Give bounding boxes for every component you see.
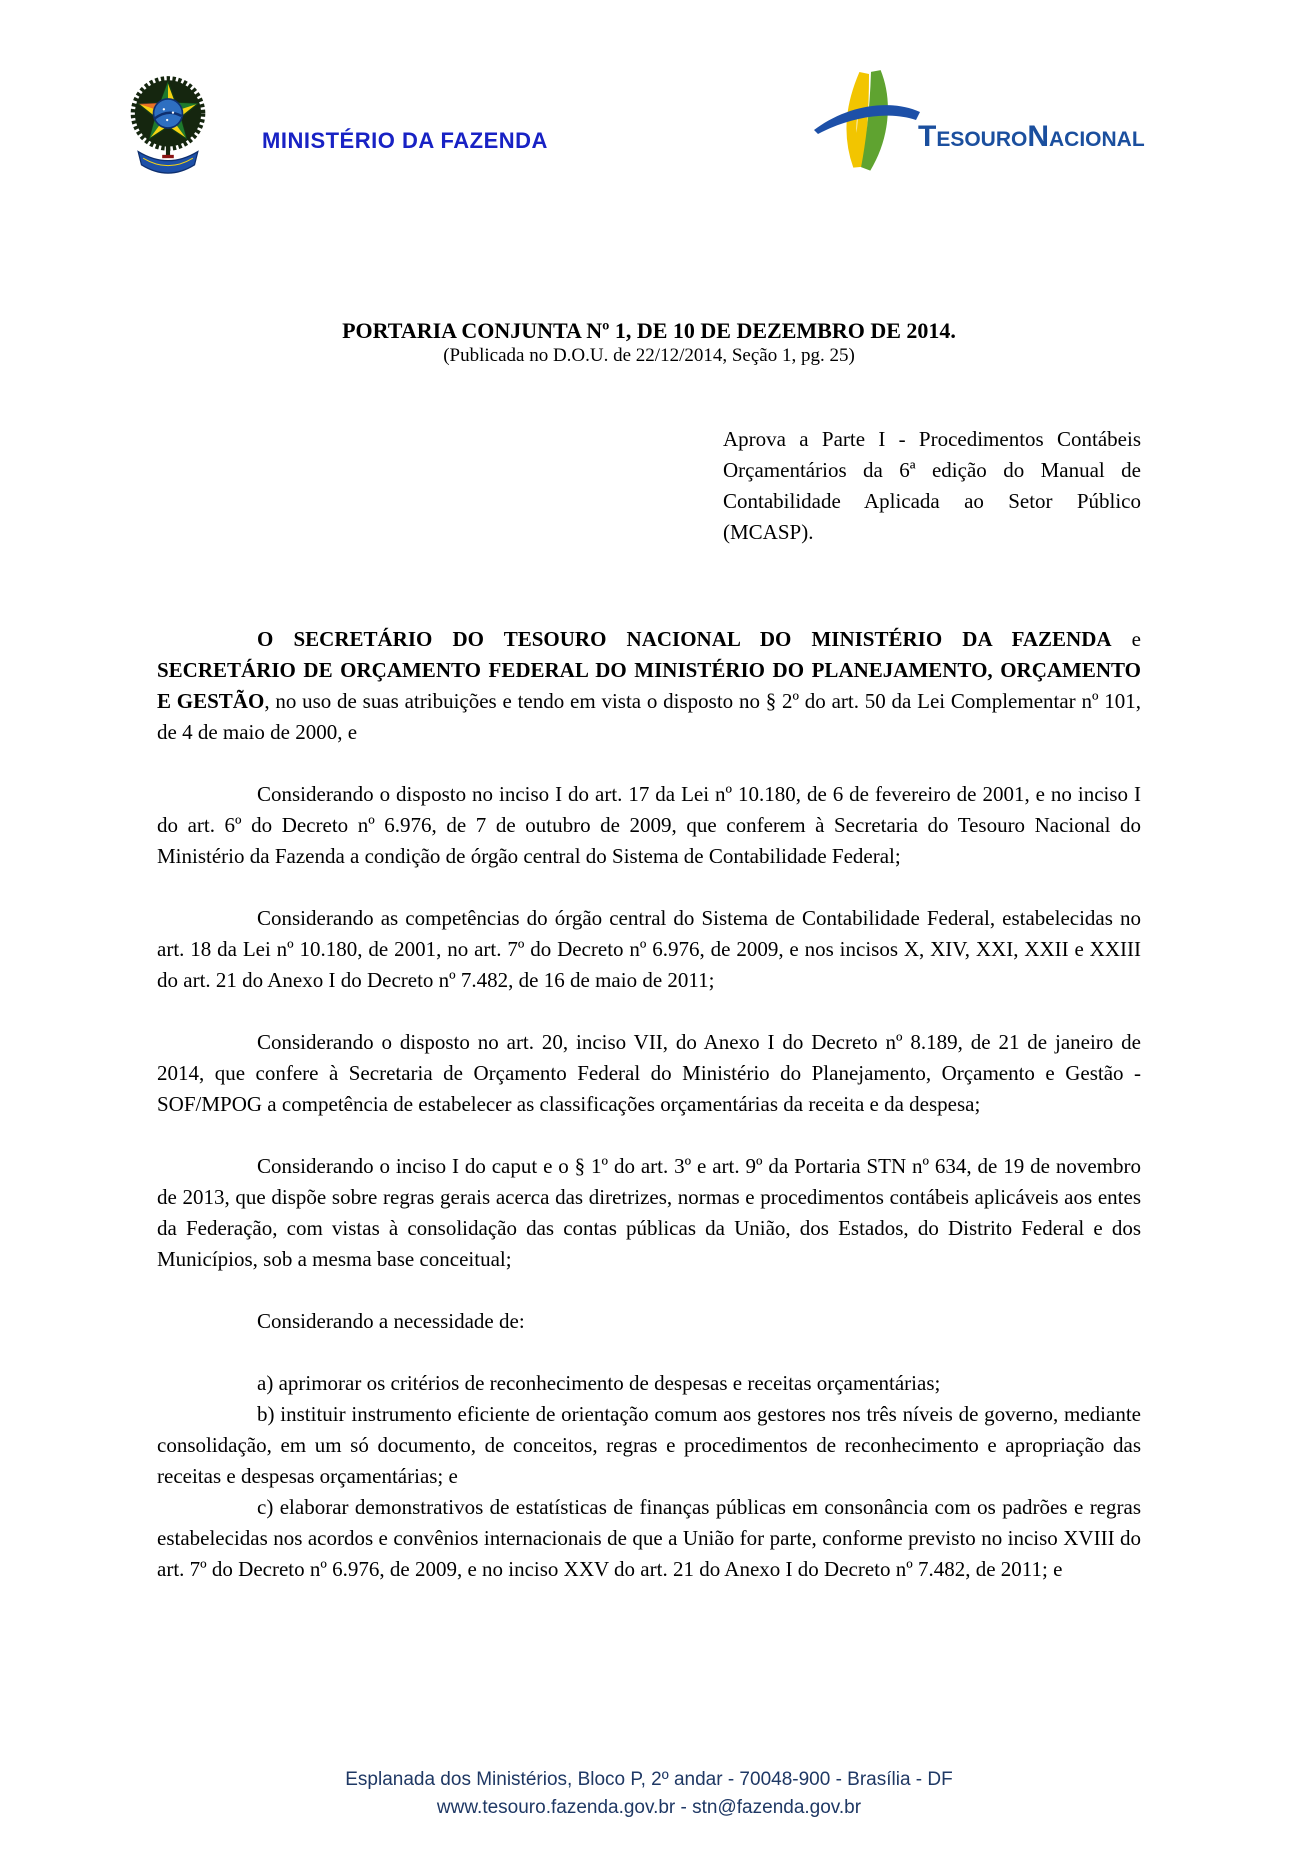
opening-bold-secretary-budget: SECRETÁRIO DE ORÇAMENTO FEDERAL DO MINISTÉRIO DO PLANEJAMENTO, ORÇAMENTO E GESTÃO: [157, 658, 1141, 713]
considering-paragraph-3: Considerando o disposto no art. 20, inciso VII, do Anexo I do Decreto nº 8.189, de 21 de janeiro de 2014, que confere à Secretaria de Orçamento Federal do Ministério do Planejamento, Orçamento e Gestão - SOF/MPOG a competência de estabelecer as classificações orçamentárias da receita e da despesa;: [157, 1030, 1141, 1116]
opening-bold-secretary-treasury: O SECRETÁRIO DO TESOURO NACIONAL DO MINISTÉRIO DA FAZENDA: [257, 627, 1112, 651]
considering-paragraph-5: Considerando a necessidade de:: [257, 1309, 525, 1333]
footer-contacts: www.tesouro.fazenda.gov.br - stn@fazenda.gov.br: [436, 1797, 862, 1818]
item-a: a) aprimorar os critérios de reconhecimento de despesas e receitas orçamentárias;: [257, 1371, 941, 1395]
considering-paragraph-1: Considerando o disposto no inciso I do art. 17 da Lei nº 10.180, de 6 de fevereiro de 2001, e no inciso I do art. 6º do Decreto nº 6.976, de 7 de outubro de 2009, que conferem à Secretaria do Tesouro Nacional do Ministério da Fazenda a condição de órgão central do Sistema de Contabilidade Federal;: [157, 782, 1141, 868]
publication-note: (Publicada no D.O.U. de 22/12/2014, Seção 1, pg. 25): [443, 345, 855, 366]
considering-paragraph-2: Considerando as competências do órgão central do Sistema de Contabilidade Federal, estabelecidas no art. 18 da Lei nº 10.180, de 2001, no art. 7º do Decreto nº 6.976, de 2009, e nos incisos X, XIV, XXI, XXII e XXIII do art. 21 do Anexo I do Decreto nº 7.482, de 16 de maio de 2011;: [157, 906, 1141, 992]
opening-rest: , no uso de suas atribuições e tendo em vista o disposto no § 2º do art. 50 da Lei Complementar nº 101, de 4 de maio de 2000, e: [157, 689, 1141, 744]
treasury-wordmark: TesouroNacional: [918, 120, 1145, 153]
page-footer: [0, 1766, 1298, 1822]
opening-connector: e: [1111, 627, 1141, 651]
ministry-label: MINISTÉRIO DA FAZENDA: [262, 128, 548, 153]
item-b: b) instituir instrumento eficiente de orientação comum aos gestores nos três níveis de governo, mediante consolidação, em um só documento, de conceitos, regras e procedimentos de reconhecimento e apropriação das receitas e despesas orçamentárias; e: [157, 1402, 1141, 1488]
item-c: c) elaborar demonstrativos de estatísticas de finanças públicas em consonância com os padrões e regras estabelecidas nos acordos e convênios internacionais de que a União for parte, conforme previsto no inciso XVIII do art. 7º do Decreto nº 6.976, de 2009, e no inciso XXV do art. 21 do Anexo I do Decreto nº 7.482, de 2011; e: [157, 1495, 1141, 1581]
footer-address: Esplanada dos Ministérios, Bloco P, 2º andar - 70048-900 - Brasília - DF: [345, 1769, 953, 1790]
items-list: [157, 1368, 1141, 1585]
considering-paragraph-4: Considerando o inciso I do caput e o § 1º do art. 3º e art. 9º da Portaria STN nº 634, de 19 de novembro de 2013, que dispõe sobre regras gerais acerca das diretrizes, normas e procedimentos contábeis aplicáveis aos entes da Federação, com vistas à consolidação das contas públicas da União, dos Estados, do Distrito Federal e dos Municípios, sob a mesma base conceitual;: [157, 1154, 1141, 1271]
summary-ementa: Aprova a Parte I - Procedimentos Contábeis Orçamentários da 6ª edição do Manual de Contabilidade Aplicada ao Setor Público (MCASP).: [723, 427, 1141, 544]
opening-paragraph: [157, 624, 1141, 748]
document-title: PORTARIA CONJUNTA Nº 1, DE 10 DE DEZEMBRO DE 2014.: [342, 318, 956, 343]
